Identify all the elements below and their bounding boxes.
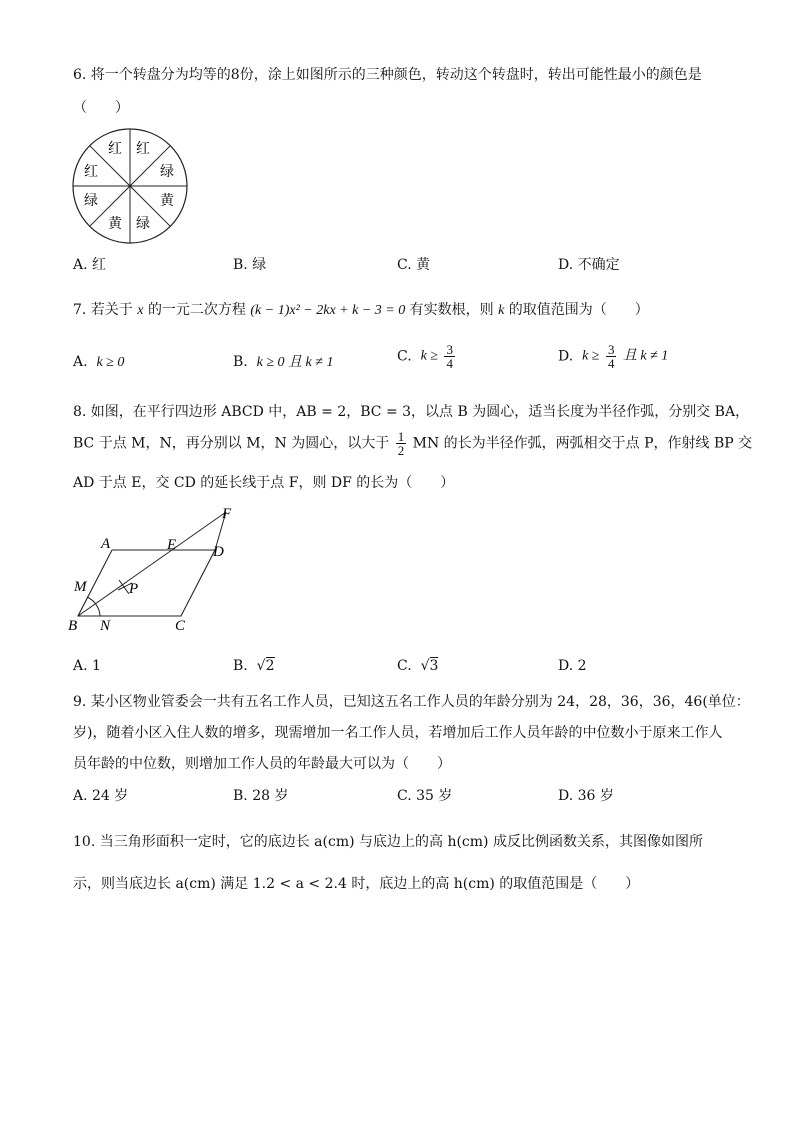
point-label-e: E xyxy=(167,537,177,553)
q9-option-d: D. 36 岁 xyxy=(558,788,614,804)
q7-var-x: x xyxy=(137,303,144,318)
q7-option-c: C. k ≥ $\frac{3}{4}$ xyxy=(397,342,453,371)
q10-stem-line1: 10. 当三角形面积一定时，它的底边长 a(cm) 与底边上的高 h(cm) 成反比例函数关系，其图像如图所 xyxy=(73,834,703,850)
q6-paren: （ ） xyxy=(73,100,129,116)
point-label-b: B xyxy=(68,618,78,634)
q7-option-d: D. k ≥ $\frac{3}{4}$ 且 k ≠ 1 xyxy=(558,342,669,371)
wheel-sector-label: 黄 xyxy=(160,193,174,209)
wheel-sector-label: 绿 xyxy=(136,216,150,232)
q8-stem-line1: 8. 如图，在平行四边形 ABCD 中，AB = 2，BC = 3，以点 B 为圆心，适当长度为半径作弧，分别交 BA， xyxy=(73,404,750,420)
point-label-d: D xyxy=(213,544,224,560)
q9-stem-line1: 9. 某小区物业管委会一共有五名工作人员，已知这五名工作人员的年龄分别为 24，28，36，36，46(单位： xyxy=(73,694,750,710)
q7-stem xyxy=(73,301,649,320)
wheel-sector-label: 绿 xyxy=(160,164,174,180)
q7-text-2: 的一元二次方程 xyxy=(147,302,246,318)
q8-stem-line3: AD 于点 E，交 CD 的延长线于点 F，则 DF 的长为（ ） xyxy=(73,475,455,491)
q6-option-a: A. 红 xyxy=(73,257,107,273)
point-label-p: P xyxy=(129,581,139,597)
q7-equation: (k − 1)x² − 2kx + k − 3 = 0 xyxy=(250,303,406,318)
q9-option-c: C. 35 岁 xyxy=(397,788,453,804)
sqrt-icon: √ xyxy=(420,658,430,674)
q10-stem-line2: 示，则当底边长 a(cm) 满足 1.2 < a < 2.4 时，底边上的高 h(cm) 的取值范围是（ ） xyxy=(73,876,640,892)
q8-fraction-half: $\frac{1}{2}$ xyxy=(397,429,405,458)
q7-option-a: A. k ≥ 0 xyxy=(73,354,125,370)
q7-text-4: 的取值范围为（ ） xyxy=(508,302,649,318)
point-label-m: M xyxy=(74,579,87,595)
q6-option-c: C. 黄 xyxy=(397,257,431,273)
q8-option-a: A. 1 xyxy=(73,658,101,674)
spinner-wheel-figure xyxy=(70,126,192,248)
q8-stem-line2: BC 于点 M，N，再分别以 M，N 为圆心，以大于 $\frac{1}{2}$ MN 的长为半径作弧，两弧相交于点 P，作射线 BP 交 xyxy=(73,429,753,458)
q7-option-b: B. k ≥ 0 且 k ≠ 1 xyxy=(233,354,334,370)
q7-option-d-fraction: $\frac{3}{4}$ xyxy=(607,342,615,371)
q8-option-b: B. √2 xyxy=(233,658,275,674)
wheel-sector-label: 红 xyxy=(136,141,150,157)
q6-stem: 6. 将一个转盘分为均等的8份，涂上如图所示的三种颜色，转动这个转盘时，转出可能性最小的颜色是 xyxy=(73,67,702,83)
q6-option-d: D. 不确定 xyxy=(558,257,620,273)
q7-text-1: 7. 若关于 xyxy=(73,302,133,318)
point-label-a: A xyxy=(101,536,111,552)
q7-option-c-fraction: $\frac{3}{4}$ xyxy=(446,342,453,371)
q9-stem-line3: 员年龄的中位数，则增加工作人员的年龄最大可以为（ ） xyxy=(73,756,451,772)
wheel-sector-label: 绿 xyxy=(84,193,98,209)
q7-text-3: 有实数根，则 xyxy=(409,302,494,318)
q9-option-a: A. 24 岁 xyxy=(73,788,129,804)
point-label-f: F xyxy=(222,506,232,522)
wheel-sector-label: 黄 xyxy=(108,216,122,232)
point-label-n: N xyxy=(100,618,111,634)
point-label-c: C xyxy=(175,618,186,634)
wheel-sector-label: 红 xyxy=(108,141,122,157)
sqrt-icon: √ xyxy=(256,658,266,674)
parallelogram-figure xyxy=(66,502,246,637)
q9-option-b: B. 28 岁 xyxy=(233,788,289,804)
q8-option-c: C. √3 xyxy=(397,658,439,674)
wheel-sector-label: 红 xyxy=(84,164,98,180)
q8-option-d: D. 2 xyxy=(558,658,587,674)
q7-var-k: k xyxy=(498,303,505,318)
q9-stem-line2: 岁)，随着小区入住人数的增多，现需增加一名工作人员，若增加后工作人员年龄的中位数小于原来工作人 xyxy=(73,725,723,741)
q6-option-b: B. 绿 xyxy=(233,257,267,273)
